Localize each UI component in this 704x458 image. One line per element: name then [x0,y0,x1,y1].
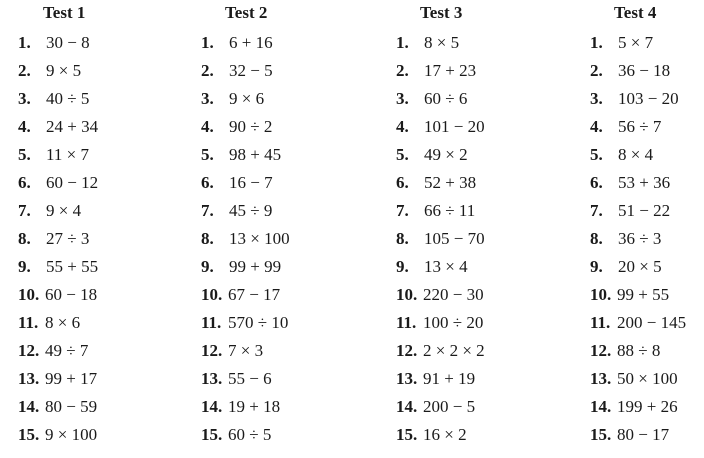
problem-number: 10. [18,285,40,304]
problem-expression: 13 × 100 [229,229,290,248]
problem-expression: 100 ÷ 20 [423,313,484,332]
problem-number: 3. [590,89,603,108]
problem-number: 13. [396,369,418,388]
problem-number: 10. [201,285,223,304]
problem-expression: 5 × 7 [618,33,654,52]
problem-row [396,395,566,419]
problem-number: 8. [201,229,214,248]
problem-row [201,87,371,111]
problem-expression: 9 × 6 [229,89,265,108]
problem-row [18,423,188,447]
problem-row [396,87,566,111]
test-title: Test 4 [614,3,657,22]
problem-number: 12. [201,341,223,360]
problem-expression: 9 × 100 [45,425,98,444]
problem-expression: 55 − 6 [228,369,272,388]
problem-expression: 16 − 7 [229,173,273,192]
problem-number: 7. [201,201,214,220]
problem-expression: 17 + 23 [424,61,477,80]
problem-expression: 36 − 18 [618,61,671,80]
problem-row [590,423,704,447]
problem-number: 13. [590,369,612,388]
problem-number: 2. [590,61,603,80]
problem-expression: 99 + 55 [617,285,670,304]
problem-expression: 49 × 2 [424,145,468,164]
problem-number: 3. [201,89,214,108]
problem-number: 9. [201,257,214,276]
problem-expression: 60 − 12 [46,173,99,192]
problem-number: 15. [590,425,612,444]
problem-row [201,115,371,139]
problem-row [590,227,704,251]
problem-expression: 7 × 3 [228,341,264,360]
problem-number: 2. [201,61,214,80]
problem-row [396,31,566,55]
problem-number: 5. [18,145,31,164]
problem-expression: 101 − 20 [424,117,485,136]
problem-expression: 49 ÷ 7 [45,341,89,360]
problem-number: 11. [396,313,417,332]
problem-row [201,31,371,55]
problem-expression: 52 + 38 [424,173,477,192]
problem-number: 1. [18,33,31,52]
problem-number: 8. [590,229,603,248]
problem-row [396,171,566,195]
problem-number: 1. [590,33,603,52]
problem-number: 9. [590,257,603,276]
problem-row [396,199,566,223]
problem-expression: 67 − 17 [228,285,281,304]
problem-expression: 103 − 20 [618,89,679,108]
problem-row [18,171,188,195]
problem-number: 7. [18,201,31,220]
problem-expression: 16 × 2 [423,425,467,444]
problem-row [18,255,188,279]
problem-expression: 11 × 7 [46,145,89,164]
problem-number: 15. [201,425,223,444]
problem-row [396,283,566,307]
problem-number: 11. [201,313,222,332]
problem-row [201,423,371,447]
problem-expression: 105 − 70 [424,229,485,248]
problem-expression: 90 ÷ 2 [229,117,273,136]
problem-row [396,115,566,139]
problem-number: 3. [396,89,409,108]
problem-row [396,423,566,447]
problem-number: 2. [396,61,409,80]
problem-expression: 8 × 5 [424,33,460,52]
problem-number: 13. [18,369,40,388]
problem-number: 1. [201,33,214,52]
problem-expression: 50 × 100 [617,369,678,388]
problem-row [18,87,188,111]
problem-expression: 80 − 17 [617,425,670,444]
problem-row [396,339,566,363]
problem-number: 4. [590,117,603,136]
problem-row [201,59,371,83]
problem-row [590,59,704,83]
problem-number: 1. [396,33,409,52]
problem-number: 15. [18,425,40,444]
problem-expression: 88 ÷ 8 [617,341,661,360]
problem-number: 3. [18,89,31,108]
problem-number: 10. [590,285,612,304]
problem-number: 10. [396,285,418,304]
problem-row [201,171,371,195]
problem-expression: 6 + 16 [229,33,273,52]
problem-expression: 60 ÷ 5 [228,425,272,444]
problem-row [396,143,566,167]
problem-expression: 2 × 2 × 2 [423,341,485,360]
problem-expression: 66 ÷ 11 [424,201,476,220]
problem-row [18,199,188,223]
problem-row [18,227,188,251]
problem-expression: 220 − 30 [423,285,484,304]
problem-number: 9. [18,257,31,276]
problem-row [201,339,371,363]
problem-number: 12. [396,341,418,360]
problem-expression: 24 + 34 [46,117,99,136]
problem-expression: 45 ÷ 9 [229,201,273,220]
problem-expression: 200 − 145 [617,313,687,332]
problem-row [18,115,188,139]
problem-expression: 8 × 4 [618,145,654,164]
problem-row [590,311,704,335]
problem-number: 11. [590,313,611,332]
problem-row [201,199,371,223]
problem-number: 4. [396,117,409,136]
problem-expression: 13 × 4 [424,257,468,276]
problem-number: 6. [201,173,214,192]
problem-expression: 30 − 8 [46,33,90,52]
problem-number: 14. [18,397,40,416]
problem-row [396,59,566,83]
problem-expression: 60 ÷ 6 [424,89,468,108]
problem-row [18,143,188,167]
problem-row [18,311,188,335]
problem-expression: 570 ÷ 10 [228,313,289,332]
problem-row [590,143,704,167]
problem-row [201,255,371,279]
problem-number: 8. [396,229,409,248]
test-title: Test 2 [225,3,268,22]
problem-row [590,339,704,363]
problem-row [396,255,566,279]
problem-row [18,339,188,363]
problem-number: 7. [396,201,409,220]
problem-number: 14. [590,397,612,416]
problem-row [18,283,188,307]
problem-expression: 36 ÷ 3 [618,229,662,248]
problem-number: 15. [396,425,418,444]
problem-row [18,31,188,55]
problem-expression: 9 × 4 [46,201,82,220]
problem-number: 6. [18,173,31,192]
problem-row [18,367,188,391]
problem-number: 6. [590,173,603,192]
problem-expression: 200 − 5 [423,397,476,416]
problem-row [201,367,371,391]
problem-row [590,283,704,307]
problem-number: 11. [18,313,39,332]
problem-row [396,311,566,335]
problem-row [590,115,704,139]
problem-number: 12. [18,341,40,360]
problem-row [590,367,704,391]
problem-row [201,143,371,167]
problem-row [201,395,371,419]
problem-row [201,227,371,251]
test-title: Test 3 [420,3,463,22]
problem-row [396,227,566,251]
problem-row [201,311,371,335]
problem-number: 13. [201,369,223,388]
problem-row [396,367,566,391]
problem-expression: 99 + 99 [229,257,282,276]
problem-row [18,59,188,83]
problem-expression: 53 + 36 [618,173,671,192]
problem-row [590,255,704,279]
problem-expression: 27 ÷ 3 [46,229,90,248]
problem-number: 5. [396,145,409,164]
problem-row [590,87,704,111]
problem-row [590,171,704,195]
problem-expression: 199 + 26 [617,397,678,416]
problem-expression: 80 − 59 [45,397,98,416]
problem-expression: 19 + 18 [228,397,281,416]
problem-number: 6. [396,173,409,192]
problem-expression: 32 − 5 [229,61,273,80]
problem-number: 7. [590,201,603,220]
problem-number: 5. [590,145,603,164]
problem-row [18,395,188,419]
problem-number: 14. [396,397,418,416]
problem-number: 14. [201,397,223,416]
problem-row [201,283,371,307]
problem-expression: 99 + 17 [45,369,98,388]
problem-expression: 98 + 45 [229,145,282,164]
problem-expression: 55 + 55 [46,257,99,276]
problem-number: 4. [18,117,31,136]
problem-expression: 8 × 6 [45,313,81,332]
test-title: Test 1 [43,3,86,22]
problem-number: 9. [396,257,409,276]
problem-row [590,31,704,55]
problem-expression: 56 ÷ 7 [618,117,662,136]
problem-number: 12. [590,341,612,360]
problem-expression: 9 × 5 [46,61,82,80]
problem-expression: 40 ÷ 5 [46,89,90,108]
problem-expression: 60 − 18 [45,285,98,304]
problem-expression: 20 × 5 [618,257,662,276]
problem-row [590,395,704,419]
problem-number: 2. [18,61,31,80]
problem-expression: 91 + 19 [423,369,476,388]
problem-number: 4. [201,117,214,136]
problem-number: 5. [201,145,214,164]
problem-number: 8. [18,229,31,248]
problem-row [590,199,704,223]
problem-expression: 51 − 22 [618,201,671,220]
